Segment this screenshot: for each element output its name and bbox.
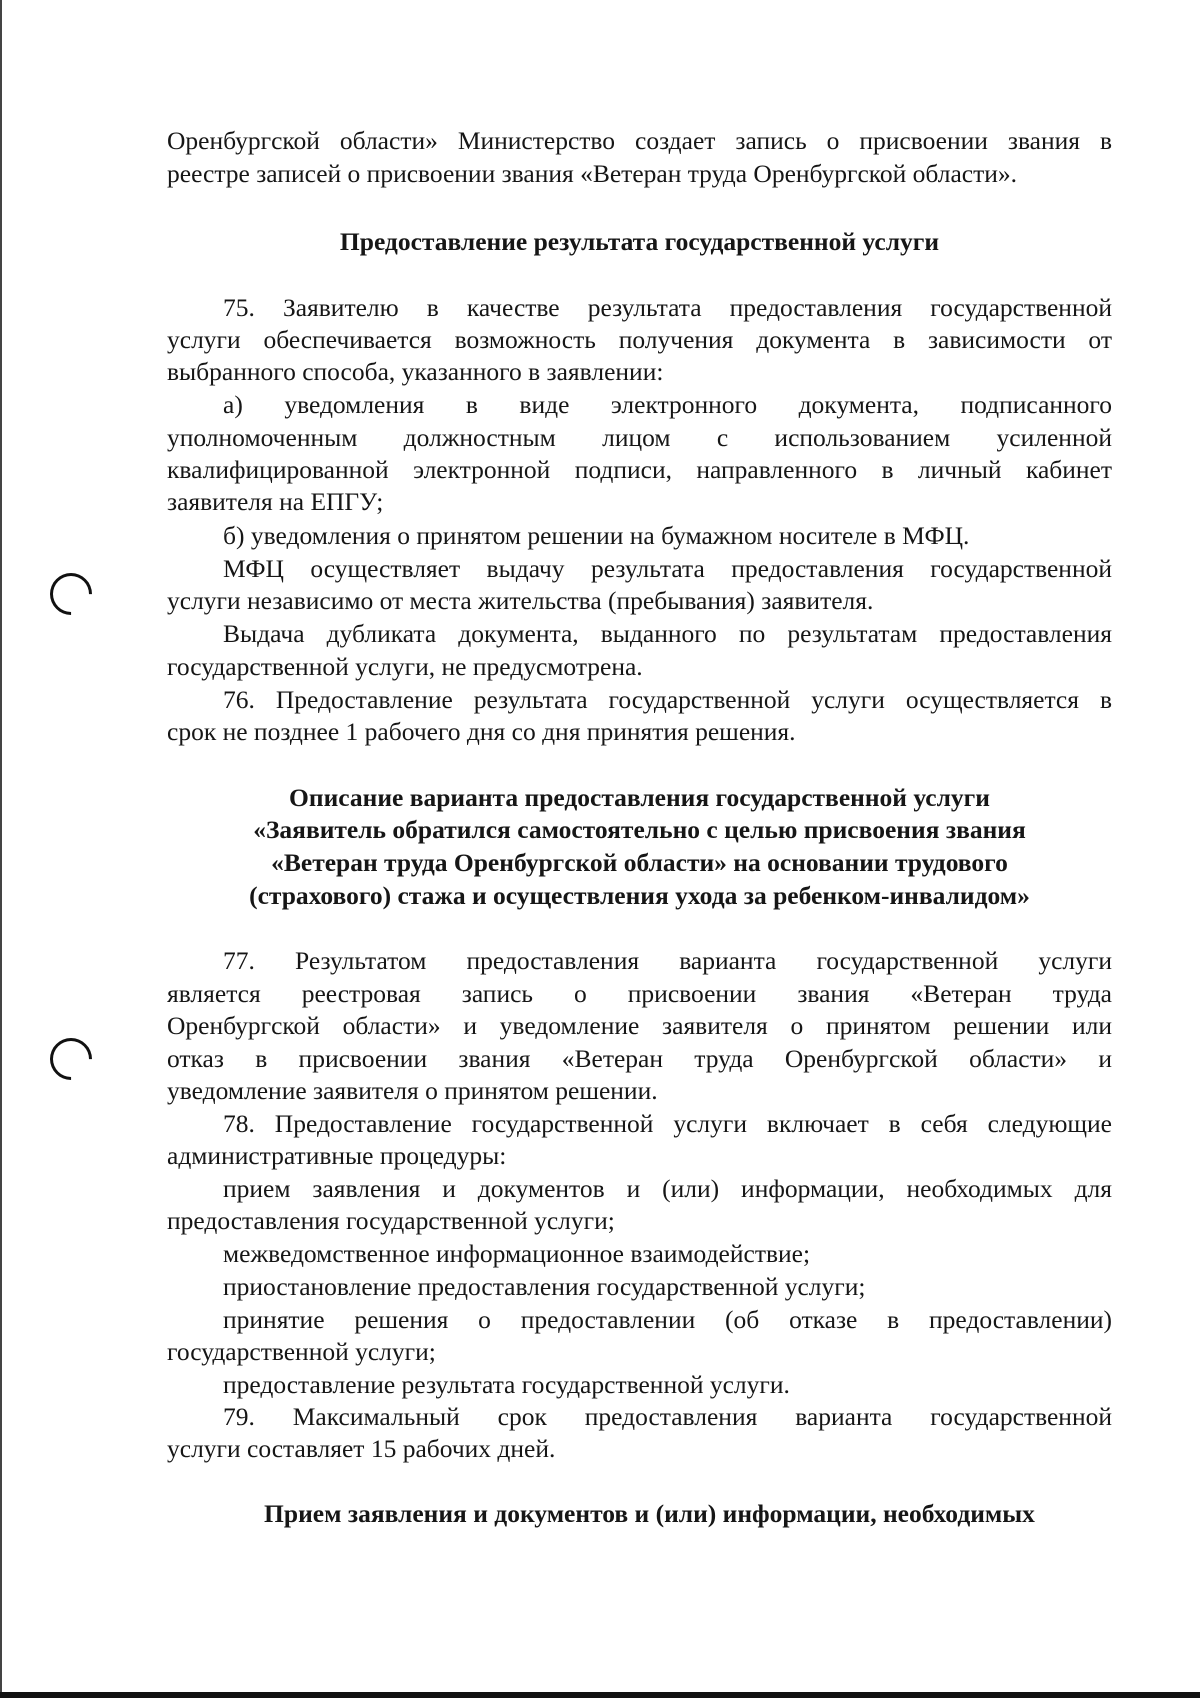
paragraph-line: 77. Результатом предоставления варианта государственной услуги — [223, 946, 1112, 975]
paragraph-line: принятие решения о предоставлении (об отказе в предоставлении) — [223, 1305, 1112, 1334]
paragraph-line: предоставление результата государственной услуги. — [223, 1370, 790, 1399]
paragraph-line: 76. Предоставление результата государственной услуги осуществляется в — [223, 685, 1112, 714]
section-heading: Прием заявления и документов и (или) информации, необходимых — [264, 1499, 1035, 1528]
paragraph-line: межведомственное информационное взаимодействие; — [223, 1239, 811, 1268]
paragraph-line: квалифицированной электронной подписи, направленного в личный кабинет — [167, 455, 1112, 484]
paragraph-line: услуги составляет 15 рабочих дней. — [167, 1434, 556, 1463]
paragraph-line: срок не позднее 1 рабочего дня со дня принятия решения. — [167, 717, 796, 746]
scan-edge — [0, 0, 2, 1698]
paragraph-line: Выдача дубликата документа, выданного по результатам предоставления — [223, 619, 1112, 648]
section-heading: Предоставление результата государственной услуги — [339, 227, 940, 256]
section-heading: «Ветеран труда Оренбургской области» на основании трудового — [271, 848, 1008, 877]
paragraph-line: государственной услуги, не предусмотрена. — [167, 652, 643, 681]
paragraph-line: реестре записей о присвоении звания «Ветеран труда Оренбургской области». — [167, 159, 1018, 188]
document-body — [167, 0, 1112, 1698]
section-heading: Описание варианта предоставления государственной услуги — [289, 783, 990, 812]
paragraph-line: 79. Максимальный срок предоставления варианта государственной — [223, 1402, 1112, 1431]
section-heading: «Заявитель обратился самостоятельно с целью присвоения звания — [253, 815, 1026, 844]
paragraph-line: уполномоченным должностным лицом с использованием усиленной — [167, 423, 1112, 452]
paragraph-line: заявителя на ЕПГУ; — [167, 487, 384, 516]
punch-hole-icon — [41, 1029, 100, 1088]
paragraph-line: отказ в присвоении звания «Ветеран труда Оренбургской области» и — [167, 1044, 1112, 1073]
paragraph-line: а) уведомления в виде электронного документа, подписанного — [223, 390, 1112, 419]
paragraph-line: уведомление заявителя о принятом решении. — [167, 1076, 658, 1105]
paragraph-line: 75. Заявителю в качестве результата предоставления государственной — [223, 293, 1112, 322]
scan-bottom-edge — [0, 1692, 1200, 1698]
punch-hole-icon — [41, 564, 100, 623]
paragraph-line: государственной услуги; — [167, 1337, 436, 1366]
paragraph-line: 78. Предоставление государственной услуги включает в себя следующие — [223, 1109, 1112, 1138]
paragraph-line: Оренбургской области» и уведомление заявителя о принятом решении или — [167, 1011, 1112, 1040]
section-heading: (страхового) стажа и осуществления ухода за ребенком-инвалидом» — [249, 881, 1030, 910]
paragraph-line: б) уведомления о принятом решении на бумажном носителе в МФЦ. — [223, 521, 970, 550]
paragraph-line: предоставления государственной услуги; — [167, 1206, 615, 1235]
paragraph-line: МФЦ осуществляет выдачу результата предоставления государственной — [223, 554, 1112, 583]
paragraph-line: является реестровая запись о присвоении звания «Ветеран труда — [167, 979, 1112, 1008]
paragraph-line: выбранного способа, указанного в заявлении: — [167, 357, 664, 386]
paragraph-line: административные процедуры: — [167, 1141, 507, 1170]
paragraph-line: услуги обеспечивается возможность получения документа в зависимости от — [167, 325, 1112, 354]
paragraph-line: услуги независимо от места жительства (пребывания) заявителя. — [167, 586, 874, 615]
paragraph-line: прием заявления и документов и (или) информации, необходимых для — [223, 1174, 1112, 1203]
paragraph-line: приостановление предоставления государственной услуги; — [223, 1272, 866, 1301]
paragraph-line: Оренбургской области» Министерство создает запись о присвоении звания в — [167, 126, 1112, 155]
